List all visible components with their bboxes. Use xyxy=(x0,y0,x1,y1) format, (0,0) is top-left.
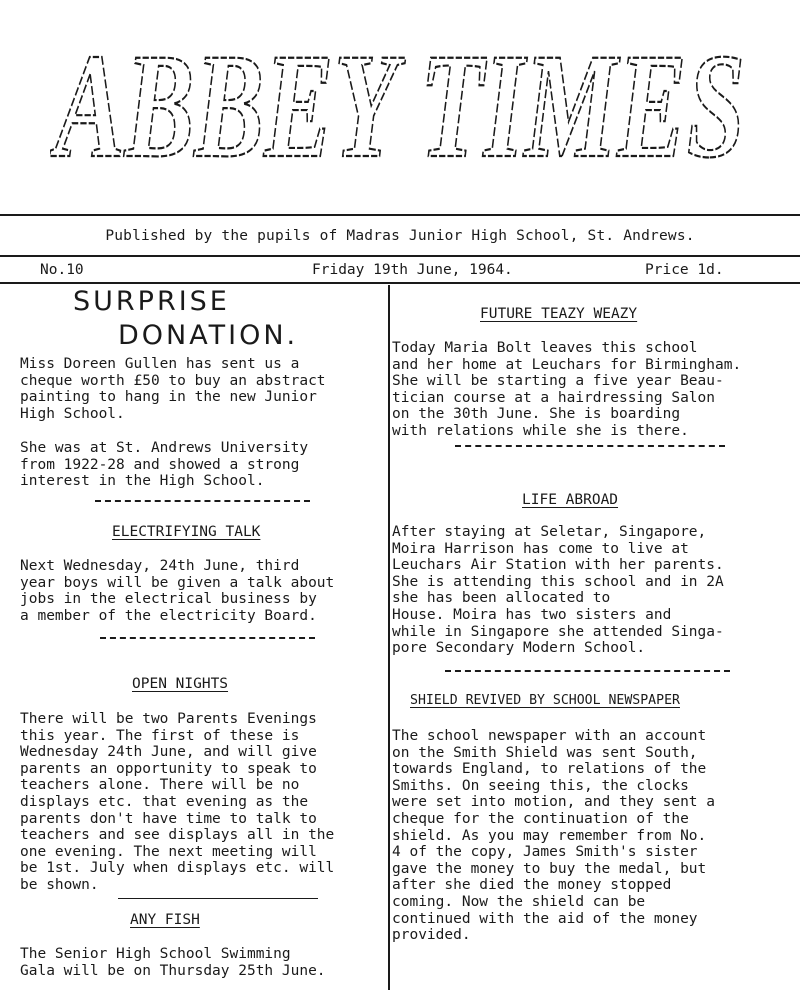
divider-1 xyxy=(95,500,310,502)
meta-rule xyxy=(0,282,800,284)
tagline-rule xyxy=(0,255,800,257)
donation-title-line2: DONATION. xyxy=(118,320,299,351)
shield-paragraph: The school newspaper with an account on the Smith Shield was sent South, towards England, to relations of the Smiths. On seeing this, the clocks were set into motion, and they sent a cheque for the continuation of the shield. As you may remember from No. 4 of the copy, James Smith's sister gave the money to buy the medal, but after she died the money stopped coming. Now the shield can be continued with the aid of the money provided. xyxy=(392,728,716,944)
tagline: Published by the pupils of Madras Junior High School, St. Andrews. xyxy=(105,228,695,244)
column-divider xyxy=(388,285,390,990)
life-abroad-paragraph: After staying at Seletar, Singapore, Moira Harrison has come to live at Leuchars Air Station with her parents. She is attending this school and in 2A she has been allocated to House. Moira has two sisters and while in Singapore she attended Singa- pore Secondary Modern School. xyxy=(392,524,724,657)
teazy-weazy-paragraph: Today Maria Bolt leaves this school and her home at Leuchars for Birmingham. She will be starting a five year Beau- tician course at a hairdressing Salon on the 30th June. She is boarding with relations while she is there. xyxy=(392,340,742,439)
issue-price: Price 1d. xyxy=(645,262,724,278)
donation-title-line1: SURPRISE xyxy=(73,286,230,317)
donation-paragraph-1: Miss Doreen Gullen has sent us a cheque worth £50 to buy an abstract painting to hang in the new Junior High School. xyxy=(20,356,326,422)
issue-number: No.10 xyxy=(40,262,84,278)
any-fish-title: ANY FISH xyxy=(130,912,200,928)
electrifying-title: ELECTRIFYING TALK xyxy=(112,524,261,540)
electrifying-paragraph: Next Wednesday, 24th June, third year boys will be given a talk about jobs in the electrical business by a member of the electricity Board. xyxy=(20,558,335,624)
divider-5 xyxy=(445,670,730,672)
open-nights-title: OPEN NIGHTS xyxy=(132,676,229,692)
divider-3 xyxy=(118,898,318,899)
masthead-title xyxy=(50,38,750,178)
masthead-title-text: ABBEY TIMES xyxy=(50,38,745,178)
life-abroad-title: LIFE ABROAD xyxy=(522,492,619,508)
any-fish-paragraph: The Senior High School Swimming Gala will be on Thursday 25th June. xyxy=(20,946,326,979)
donation-paragraph-2: She was at St. Andrews University from 1922-28 and showed a strong interest in the High School. xyxy=(20,440,309,490)
issue-date: Friday 19th June, 1964. xyxy=(312,262,513,278)
divider-2 xyxy=(100,637,315,639)
shield-title: SHIELD REVIVED BY SCHOOL NEWSPAPER xyxy=(410,693,680,708)
top-rule xyxy=(0,214,800,216)
open-nights-paragraph: There will be two Parents Evenings this year. The first of these is Wednesday 24th June, and will give parents an opportunity to speak to teachers alone. There will be no displays etc. that evening as the parents don't have time to talk to teachers and see displays all in the one evening. The next meeting will be 1st. July when displays etc. will be shown. xyxy=(20,711,335,893)
teazy-weazy-title: FUTURE TEAZY WEAZY xyxy=(480,306,638,322)
divider-4 xyxy=(455,445,725,447)
